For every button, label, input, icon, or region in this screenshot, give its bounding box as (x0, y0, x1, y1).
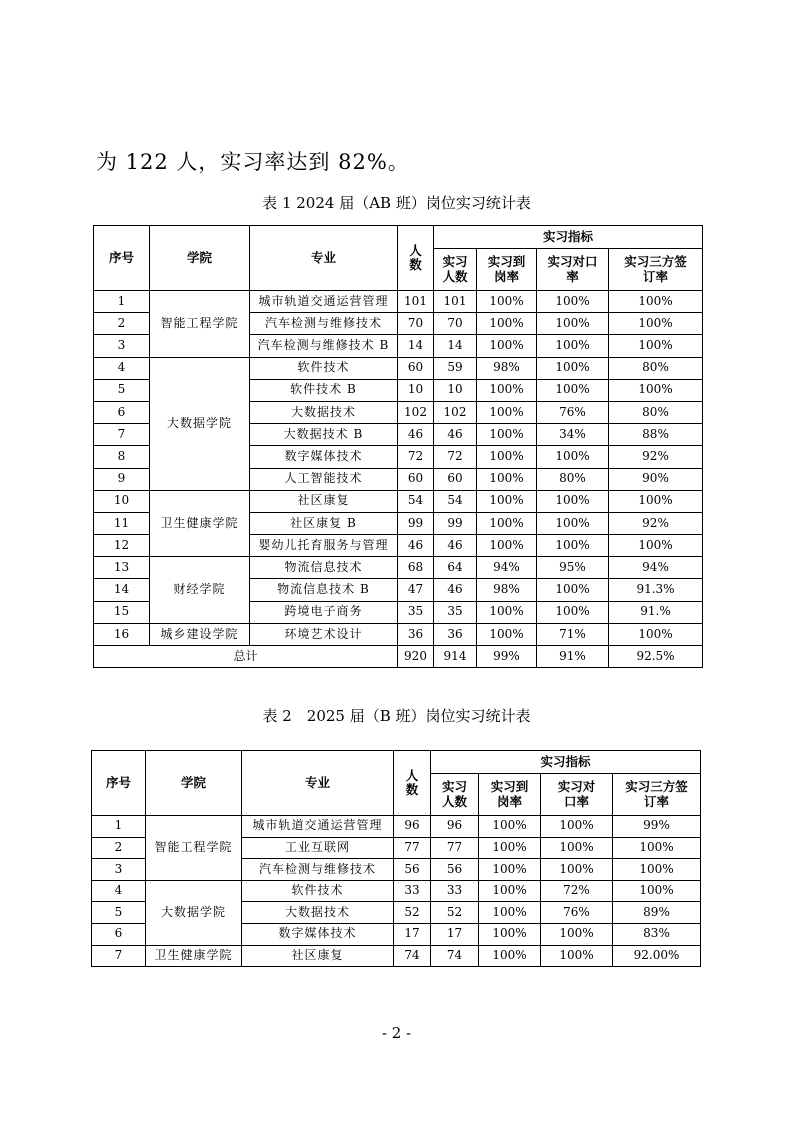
cell-signed-rate: 91.% (609, 601, 703, 623)
cell-major: 跨境电子商务 (250, 601, 398, 623)
cell-match-rate: 100% (537, 579, 609, 601)
cell-major: 社区康复 (242, 945, 394, 967)
total-onpost-rate: 99% (477, 646, 537, 668)
cell-major: 工业互联网 (242, 837, 394, 859)
cell-major: 社区康复 B (250, 512, 398, 534)
cell-people: 33 (394, 880, 431, 902)
cell-college: 大数据学院 (150, 357, 250, 490)
cell-index: 3 (92, 859, 146, 881)
cell-signed-rate: 91.3% (609, 579, 703, 601)
cell-major: 软件技术 (250, 357, 398, 379)
cell-interns: 35 (434, 601, 477, 623)
cell-major: 软件技术 B (250, 379, 398, 401)
cell-people: 77 (394, 837, 431, 859)
cell-match-rate: 100% (537, 490, 609, 512)
header-college: 学院 (150, 226, 250, 291)
cell-interns: 54 (434, 490, 477, 512)
cell-people: 74 (394, 945, 431, 967)
cell-signed-rate: 83% (613, 923, 701, 945)
cell-onpost-rate: 100% (477, 601, 537, 623)
cell-index: 4 (94, 357, 150, 379)
table-row (94, 623, 703, 645)
table2-internship-stats (91, 750, 701, 967)
cell-onpost-rate: 100% (477, 512, 537, 534)
cell-major: 汽车检测与维修技术 (250, 313, 398, 335)
cell-major: 大数据技术 (250, 401, 398, 423)
cell-interns: 101 (434, 291, 477, 313)
cell-people: 96 (394, 816, 431, 838)
cell-interns: 56 (431, 859, 479, 881)
cell-interns: 74 (431, 945, 479, 967)
cell-signed-rate: 92% (609, 512, 703, 534)
table1-body (94, 291, 703, 646)
cell-index: 14 (94, 579, 150, 601)
cell-people: 10 (398, 379, 434, 401)
cell-index: 6 (92, 923, 146, 945)
cell-interns: 52 (431, 902, 479, 924)
cell-people: 102 (398, 401, 434, 423)
table-row (94, 291, 703, 313)
header-onpost-rate: 实习到 岗率 (477, 249, 537, 291)
cell-onpost-rate: 100% (477, 490, 537, 512)
cell-onpost-rate: 100% (479, 945, 541, 967)
cell-people: 60 (398, 357, 434, 379)
cell-index: 9 (94, 468, 150, 490)
header-college: 学院 (146, 751, 242, 816)
cell-index: 16 (94, 623, 150, 645)
cell-onpost-rate: 100% (477, 535, 537, 557)
total-people: 920 (398, 646, 434, 668)
cell-index: 6 (94, 401, 150, 423)
cell-onpost-rate: 100% (477, 623, 537, 645)
cell-major: 数字媒体技术 (242, 923, 394, 945)
cell-match-rate: 100% (537, 291, 609, 313)
cell-onpost-rate: 100% (479, 816, 541, 838)
cell-people: 14 (398, 335, 434, 357)
header-signed-rate: 实习三方签 订率 (613, 774, 701, 816)
cell-match-rate: 34% (537, 424, 609, 446)
cell-people: 60 (398, 468, 434, 490)
cell-people: 70 (398, 313, 434, 335)
cell-people: 101 (398, 291, 434, 313)
header-interns: 实习 人数 (434, 249, 477, 291)
cell-onpost-rate: 100% (477, 424, 537, 446)
cell-match-rate: 72% (541, 880, 613, 902)
cell-index: 1 (94, 291, 150, 313)
table2-caption: 表 2 2025 届（B 班）岗位实习统计表 (262, 707, 531, 725)
cell-major: 城市轨道交通运营管理 (242, 816, 394, 838)
table-row (92, 880, 701, 902)
header-match-rate: 实习对口 率 (537, 249, 609, 291)
page-number: - 2 - (381, 1024, 412, 1042)
table1-caption: 表 1 2024 届（AB 班）岗位实习统计表 (262, 194, 531, 212)
cell-interns: 46 (434, 579, 477, 601)
cell-onpost-rate: 100% (477, 379, 537, 401)
cell-onpost-rate: 100% (477, 335, 537, 357)
cell-match-rate: 100% (537, 446, 609, 468)
cell-match-rate: 100% (541, 945, 613, 967)
header-internship-metrics: 实习指标 (431, 751, 701, 774)
cell-signed-rate: 100% (609, 535, 703, 557)
header-people: 人 数 (398, 226, 434, 291)
cell-major: 汽车检测与维修技术 (242, 859, 394, 881)
cell-index: 11 (94, 512, 150, 534)
cell-match-rate: 100% (537, 535, 609, 557)
cell-people: 46 (398, 535, 434, 557)
cell-onpost-rate: 100% (477, 401, 537, 423)
cell-interns: 99 (434, 512, 477, 534)
cell-index: 3 (94, 335, 150, 357)
cell-index: 4 (92, 880, 146, 902)
cell-signed-rate: 92% (609, 446, 703, 468)
cell-major: 人工智能技术 (250, 468, 398, 490)
cell-index: 7 (94, 424, 150, 446)
cell-onpost-rate: 100% (479, 859, 541, 881)
table-row (92, 816, 701, 838)
header-internship-metrics: 实习指标 (434, 226, 703, 249)
cell-interns: 10 (434, 379, 477, 401)
total-label: 总计 (94, 646, 398, 668)
cell-interns: 102 (434, 401, 477, 423)
cell-match-rate: 100% (537, 357, 609, 379)
cell-people: 36 (398, 623, 434, 645)
table-row (94, 557, 703, 579)
cell-onpost-rate: 100% (479, 923, 541, 945)
cell-interns: 46 (434, 535, 477, 557)
cell-onpost-rate: 98% (477, 357, 537, 379)
cell-interns: 72 (434, 446, 477, 468)
header-signed-rate: 实习三方签 订率 (609, 249, 703, 291)
header-onpost-rate: 实习到 岗率 (479, 774, 541, 816)
table-row (94, 357, 703, 379)
cell-index: 7 (92, 945, 146, 967)
cell-people: 72 (398, 446, 434, 468)
cell-signed-rate: 100% (613, 859, 701, 881)
cell-match-rate: 76% (537, 401, 609, 423)
cell-index: 5 (94, 379, 150, 401)
cell-interns: 77 (431, 837, 479, 859)
cell-college: 卫生健康学院 (146, 945, 242, 967)
cell-major: 社区康复 (250, 490, 398, 512)
cell-signed-rate: 100% (609, 291, 703, 313)
cell-match-rate: 100% (541, 859, 613, 881)
cell-college: 大数据学院 (146, 880, 242, 945)
cell-match-rate: 100% (537, 379, 609, 401)
cell-college: 卫生健康学院 (150, 490, 250, 557)
cell-signed-rate: 100% (609, 335, 703, 357)
cell-people: 56 (394, 859, 431, 881)
cell-index: 1 (92, 816, 146, 838)
cell-college: 财经学院 (150, 557, 250, 624)
cell-match-rate: 95% (537, 557, 609, 579)
cell-index: 2 (92, 837, 146, 859)
cell-index: 5 (92, 902, 146, 924)
cell-signed-rate: 92.00% (613, 945, 701, 967)
cell-onpost-rate: 100% (477, 446, 537, 468)
cell-signed-rate: 100% (613, 837, 701, 859)
cell-index: 8 (94, 446, 150, 468)
cell-match-rate: 100% (537, 313, 609, 335)
header-major: 专业 (250, 226, 398, 291)
cell-signed-rate: 99% (613, 816, 701, 838)
cell-major: 物流信息技术 (250, 557, 398, 579)
cell-interns: 70 (434, 313, 477, 335)
cell-interns: 59 (434, 357, 477, 379)
cell-major: 环境艺术设计 (250, 623, 398, 645)
header-index: 序号 (92, 751, 146, 816)
cell-signed-rate: 94% (609, 557, 703, 579)
cell-people: 17 (394, 923, 431, 945)
cell-interns: 33 (431, 880, 479, 902)
cell-major: 物流信息技术 B (250, 579, 398, 601)
header-match-rate: 实习对 口率 (541, 774, 613, 816)
cell-onpost-rate: 100% (477, 313, 537, 335)
cell-match-rate: 100% (537, 512, 609, 534)
cell-onpost-rate: 100% (479, 902, 541, 924)
cell-major: 大数据技术 (242, 902, 394, 924)
cell-interns: 96 (431, 816, 479, 838)
cell-interns: 36 (434, 623, 477, 645)
cell-match-rate: 76% (541, 902, 613, 924)
cell-match-rate: 80% (537, 468, 609, 490)
cell-index: 13 (94, 557, 150, 579)
cell-index: 12 (94, 535, 150, 557)
cell-college: 智能工程学院 (150, 291, 250, 358)
cell-college: 城乡建设学院 (150, 623, 250, 645)
cell-signed-rate: 100% (609, 490, 703, 512)
cell-major: 数字媒体技术 (250, 446, 398, 468)
total-interns: 914 (434, 646, 477, 668)
cell-major: 大数据技术 B (250, 424, 398, 446)
cell-onpost-rate: 100% (477, 291, 537, 313)
cell-interns: 17 (431, 923, 479, 945)
cell-major: 汽车检测与维修技术 B (250, 335, 398, 357)
cell-match-rate: 100% (537, 601, 609, 623)
cell-match-rate: 100% (541, 816, 613, 838)
cell-signed-rate: 89% (613, 902, 701, 924)
cell-people: 54 (398, 490, 434, 512)
cell-signed-rate: 100% (609, 379, 703, 401)
cell-signed-rate: 100% (609, 313, 703, 335)
total-match-rate: 91% (537, 646, 609, 668)
cell-people: 52 (394, 902, 431, 924)
cell-major: 软件技术 (242, 880, 394, 902)
cell-match-rate: 100% (537, 335, 609, 357)
cell-index: 2 (94, 313, 150, 335)
header-major: 专业 (242, 751, 394, 816)
cell-people: 99 (398, 512, 434, 534)
cell-people: 46 (398, 424, 434, 446)
table-row (94, 490, 703, 512)
cell-signed-rate: 80% (609, 401, 703, 423)
table2-body (92, 816, 701, 967)
cell-major: 婴幼儿托育服务与管理 (250, 535, 398, 557)
cell-onpost-rate: 100% (479, 880, 541, 902)
cell-interns: 14 (434, 335, 477, 357)
cell-signed-rate: 80% (609, 357, 703, 379)
cell-index: 15 (94, 601, 150, 623)
cell-signed-rate: 90% (609, 468, 703, 490)
cell-interns: 64 (434, 557, 477, 579)
cell-match-rate: 100% (541, 923, 613, 945)
cell-interns: 46 (434, 424, 477, 446)
table1-internship-stats (93, 225, 703, 668)
cell-people: 47 (398, 579, 434, 601)
cell-major: 城市轨道交通运营管理 (250, 291, 398, 313)
cell-onpost-rate: 100% (479, 837, 541, 859)
cell-match-rate: 100% (541, 837, 613, 859)
intro-paragraph: 为 122 人，实习率达到 82%。 (96, 150, 410, 174)
cell-onpost-rate: 100% (477, 468, 537, 490)
cell-people: 68 (398, 557, 434, 579)
cell-signed-rate: 88% (609, 424, 703, 446)
cell-signed-rate: 100% (609, 623, 703, 645)
header-interns: 实习 人数 (431, 774, 479, 816)
cell-index: 10 (94, 490, 150, 512)
cell-signed-rate: 100% (613, 880, 701, 902)
cell-match-rate: 71% (537, 623, 609, 645)
table-row (92, 945, 701, 967)
cell-people: 35 (398, 601, 434, 623)
header-people: 人 数 (394, 751, 431, 816)
table1-total-row (94, 646, 703, 668)
total-signed-rate: 92.5% (609, 646, 703, 668)
cell-college: 智能工程学院 (146, 816, 242, 881)
cell-onpost-rate: 94% (477, 557, 537, 579)
header-index: 序号 (94, 226, 150, 291)
cell-interns: 60 (434, 468, 477, 490)
cell-onpost-rate: 98% (477, 579, 537, 601)
